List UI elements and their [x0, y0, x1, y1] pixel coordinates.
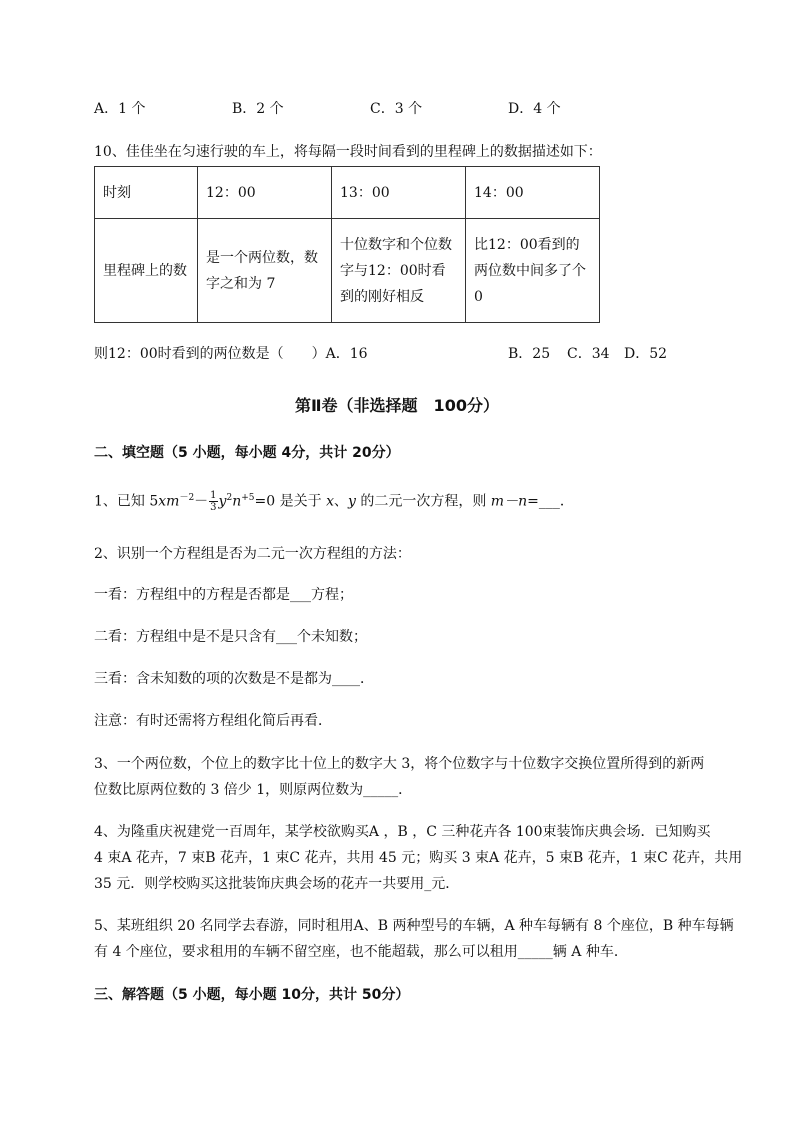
table-row-mileage	[95, 219, 600, 323]
q1-text: =___．	[527, 493, 574, 510]
q9-option-c: C．3 个	[370, 101, 423, 117]
table-cell	[466, 219, 600, 323]
math-var: xm	[158, 493, 180, 510]
math-exponent: －2	[179, 492, 195, 503]
q9-option-b: B．2 个	[232, 101, 284, 117]
fraction-denominator: 3	[210, 502, 217, 513]
q2-line: 二看：方程组中是不是只含有___个未知数；	[94, 629, 367, 645]
q4-line: 35 元．则学校购买这批装饰庆典会场的花卉一共要用_元．	[94, 876, 460, 892]
cell-line: 比12：00看到的	[474, 236, 580, 253]
table-row-header	[95, 167, 600, 219]
q3-line: 3、一个两位数，个位上的数字比十位上的数字大 3，将个位数字与十位数字交换位置所得到的新两	[94, 756, 705, 772]
q2-line: 三看：含未知数的项的次数是不是都为____．	[94, 671, 374, 687]
q9-option-d: D．4 个	[508, 101, 561, 117]
section2-title: 二、填空题（5 小题，每小题 4分，共计 20分）	[94, 445, 400, 461]
table-cell: 时刻	[95, 167, 198, 219]
table-cell	[198, 219, 332, 323]
section3-title: 三、解答题（5 小题，每小题 10分，共计 50分）	[94, 987, 410, 1003]
math-var: n	[232, 493, 242, 510]
math-exponent: +5	[241, 492, 255, 503]
table-cell: 12：00	[198, 167, 332, 219]
cell-line: 字之和为 7	[206, 275, 276, 292]
q4-line: 4、为隆重庆祝建党一百周年，某学校欲购买A ，B ，C 三种花卉各 100束装饰庆典会场．已知购买	[94, 824, 711, 840]
cell-line: 0	[474, 288, 483, 305]
fraction-numerator: 1	[210, 490, 217, 501]
q5-line: 5、某班组织 20 名同学去春游，同时租用A、B 两种型号的车辆，A 种车每辆有 8 个座位，B 种车每辆	[94, 918, 734, 934]
q1-text: 、	[333, 493, 348, 510]
mileage-table	[94, 166, 600, 323]
cell-line: 两位数中间多了个	[474, 262, 586, 279]
q1-text: 1、已知 5	[94, 493, 159, 510]
q10-stem: 10、佳佳坐在匀速行驶的车上，将每隔一段时间看到的里程碑上的数据描述如下：	[94, 144, 602, 160]
math-exponent: 2	[226, 492, 233, 503]
math-var: y	[218, 493, 227, 510]
math-var: m－n	[490, 493, 528, 510]
cell-line: 十位数字和个位数	[340, 236, 452, 253]
cell-line: 到的刚好相反	[340, 288, 424, 305]
q2-line: 一看：方程组中的方程是否都是___方程；	[94, 587, 353, 603]
q2-note: 注意：有时还需将方程组化简后再看．	[94, 713, 332, 729]
q1-text: 的二元一次方程，则	[355, 493, 491, 510]
math-var: y	[347, 493, 356, 510]
q4-line: 4 束A 花卉，7 束B 花卉，1 束C 花卉，共用 45 元；购买 3 束A 花卉，5 束B 花卉，1 束C 花卉，共用	[94, 850, 743, 866]
q9-option-a: A．1 个	[94, 101, 146, 117]
table-cell	[332, 219, 466, 323]
q10-option-b: B．25	[508, 346, 551, 362]
table-cell: 里程碑上的数	[95, 219, 198, 323]
cell-line: 字与12：00时看	[340, 262, 446, 279]
math-var: x	[326, 493, 334, 510]
q3-line: 位数比原两位数的 3 倍少 1，则原两位数为_____．	[94, 782, 413, 798]
q10-option-d: D．52	[624, 346, 668, 362]
q10-question: 则12：00时看到的两位数是（ ）A．16	[94, 346, 368, 362]
cell-line: 是一个两位数，数	[206, 249, 318, 266]
table-cell: 13：00	[332, 167, 466, 219]
q2-line: 2、识别一个方程组是否为二元一次方程组的方法：	[94, 546, 411, 562]
part2-title: 第Ⅱ卷（非选择题 100分）	[295, 396, 499, 415]
q1-text: =0 是关于	[254, 493, 327, 510]
q5-line: 有 4 个座位，要求租用的车辆不留空座，也不能超载，那么可以租用_____辆 A 种车．	[94, 944, 628, 960]
math-op: －	[194, 493, 209, 510]
q10-option-c: C．34	[567, 346, 610, 362]
table-cell: 14：00	[466, 167, 600, 219]
fill-q1	[94, 490, 574, 515]
math-fraction	[209, 490, 217, 513]
